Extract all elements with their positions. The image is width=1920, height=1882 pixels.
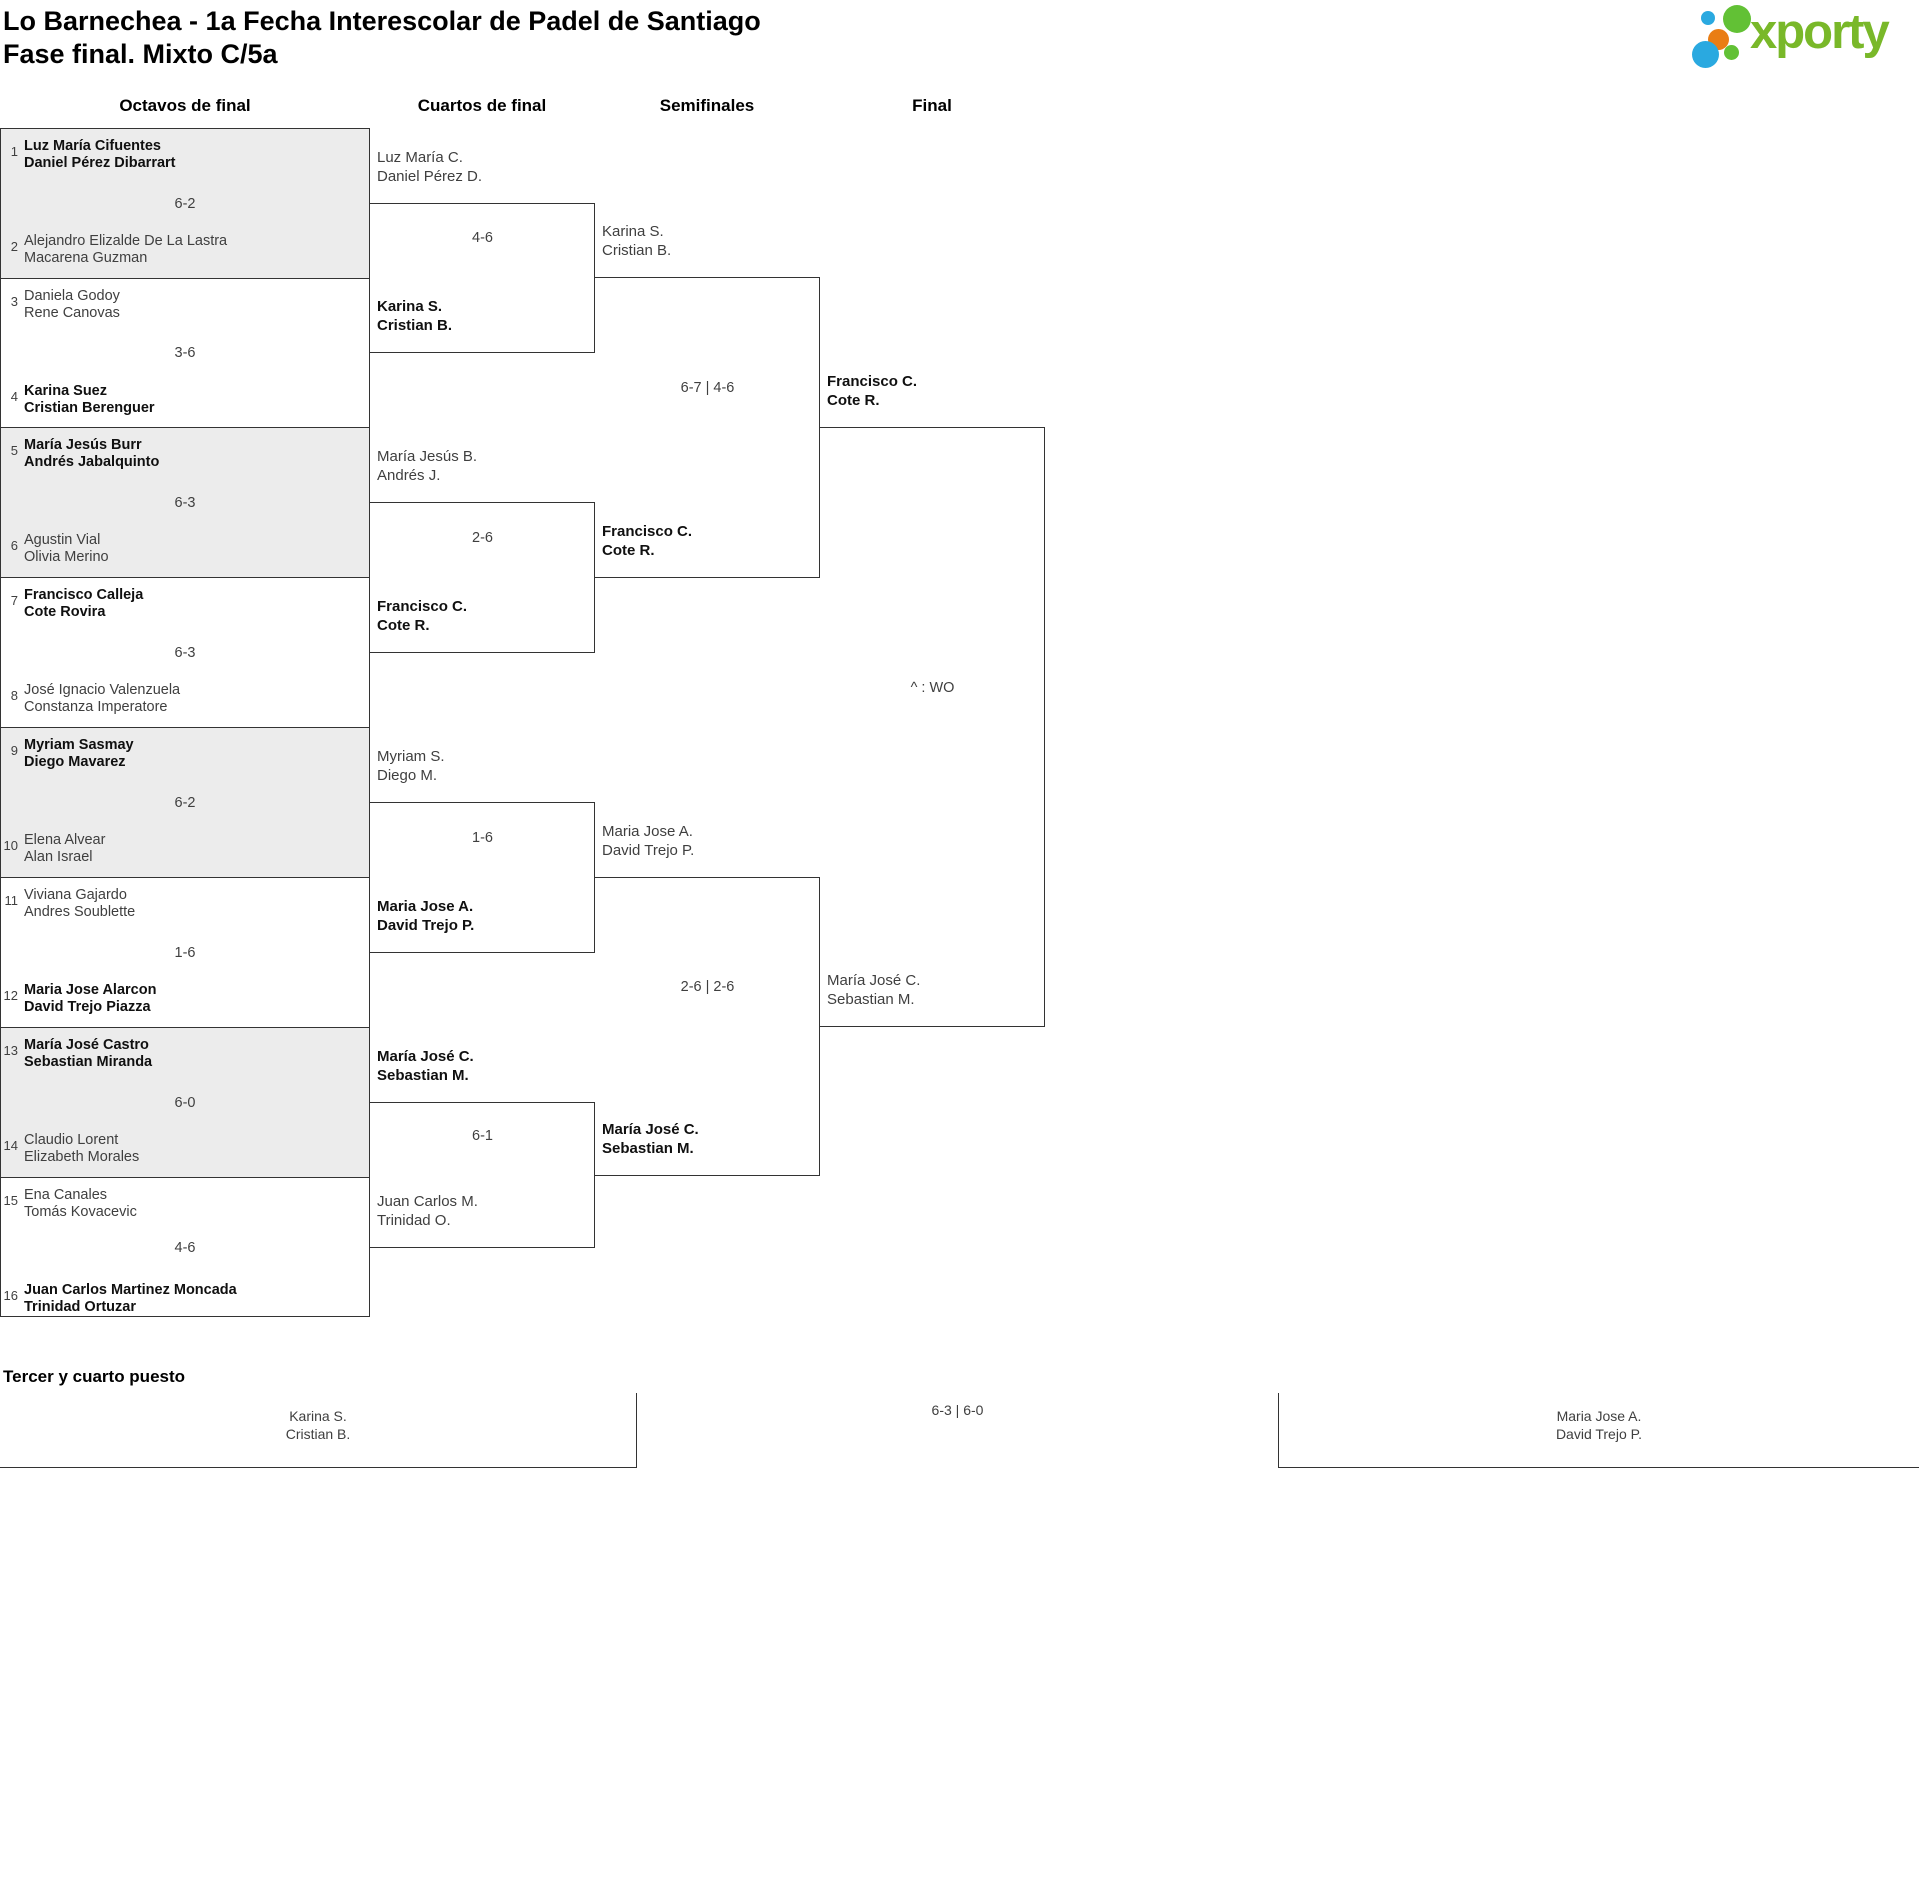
sf2-score: 2-6 | 2-6 xyxy=(680,979,735,995)
r16-match-5 xyxy=(1,728,369,878)
final-match-box xyxy=(820,427,1045,1027)
player-name: Diego M. xyxy=(377,767,438,784)
player-name: Karina S. xyxy=(377,298,443,315)
r16-match-2 xyxy=(1,279,369,428)
seed-number: 11 xyxy=(4,893,18,908)
qf4-score: 6-1 xyxy=(472,1128,493,1144)
match-score: 6-2 xyxy=(174,195,196,212)
qf3-team-b xyxy=(377,897,474,935)
player-name: Constanza Imperatore xyxy=(24,699,168,715)
r16-match-3 xyxy=(1,428,369,578)
match-score: 6-3 xyxy=(174,494,196,511)
player-name: Maria Jose A. xyxy=(1556,1408,1642,1424)
team-pair xyxy=(24,288,120,322)
sf2-team-b xyxy=(602,1120,699,1158)
player-name: Daniel Pérez Dibarrart xyxy=(24,155,176,171)
match-score: 6-2 xyxy=(174,794,196,811)
qf1-score: 4-6 xyxy=(472,230,493,246)
player-name: Karina S. xyxy=(602,223,664,240)
player-name: Andrés Jabalquinto xyxy=(24,454,160,470)
phase-category: Fase final. Mixto C/5a xyxy=(3,39,278,69)
player-name: Agustin Vial xyxy=(24,532,101,548)
team-pair xyxy=(24,437,159,471)
r16-match-8 xyxy=(1,1178,369,1317)
player-name: David Trejo P. xyxy=(602,842,695,859)
team-pair xyxy=(24,1037,152,1071)
player-name: María José C. xyxy=(602,1121,699,1138)
player-name: Luz María C. xyxy=(377,149,463,166)
qf2-score: 2-6 xyxy=(472,530,493,546)
seed-number: 4 xyxy=(10,389,18,404)
player-name: Sebastian Miranda xyxy=(24,1054,153,1070)
seed-number: 15 xyxy=(3,1193,18,1208)
logo-dot-icon xyxy=(1692,41,1719,68)
player-name: Andres Soublette xyxy=(24,904,136,920)
sf1-score: 6-7 | 4-6 xyxy=(680,380,735,396)
seed-number: 7 xyxy=(10,593,18,608)
r16-match-7 xyxy=(1,1028,369,1178)
seed-number: 5 xyxy=(10,443,18,458)
player-name: Olivia Merino xyxy=(24,549,109,565)
team-pair xyxy=(24,1282,237,1316)
team-pair xyxy=(24,1132,139,1166)
qf3-team-a xyxy=(377,747,445,785)
team-pair xyxy=(24,887,135,921)
final-score: ^ : WO xyxy=(910,680,955,696)
logo-dot-icon xyxy=(1723,5,1751,33)
player-name: José Ignacio Valenzuela xyxy=(24,682,181,698)
player-name: María José Castro xyxy=(24,1037,149,1053)
player-name: Maria Jose A. xyxy=(377,898,474,915)
player-name: Trinidad O. xyxy=(377,1212,451,1229)
third-place-team-a-cell xyxy=(0,1393,637,1468)
player-name: Maria Jose A. xyxy=(602,823,693,840)
seed-number: 3 xyxy=(10,294,18,309)
player-name: Ena Canales xyxy=(24,1187,108,1203)
third-place-score: 6-3 | 6-0 xyxy=(931,1402,984,1418)
player-name: María Jesús Burr xyxy=(24,437,142,453)
sf1-team-a xyxy=(602,222,671,260)
page-title xyxy=(3,5,761,71)
player-name: Cote R. xyxy=(602,542,655,559)
team-pair xyxy=(24,682,180,716)
round-header-cuartos: Cuartos de final xyxy=(417,96,547,115)
player-name: Daniel Pérez D. xyxy=(377,168,483,185)
team-pair xyxy=(24,737,134,771)
player-name: María José C. xyxy=(827,972,921,989)
player-name: Andrés J. xyxy=(377,467,441,484)
final-team-a xyxy=(827,372,917,410)
player-name: Cristian B. xyxy=(602,242,672,259)
xporty-logo[interactable] xyxy=(1690,4,1920,74)
team-pair xyxy=(24,532,109,566)
player-name: Alejandro Elizalde De La Lastra xyxy=(24,233,228,249)
player-name: Juan Carlos Martinez Moncada xyxy=(24,1282,237,1298)
player-name: Diego Mavarez xyxy=(24,754,126,770)
sf1-team-b xyxy=(602,522,692,560)
player-name: Sebastian M. xyxy=(602,1140,694,1157)
team-pair xyxy=(24,982,156,1016)
seed-number: 13 xyxy=(3,1043,18,1058)
player-name: Juan Carlos M. xyxy=(377,1193,478,1210)
player-name: Maria Jose Alarcon xyxy=(24,982,157,998)
player-name: Cote R. xyxy=(827,392,880,409)
player-name: Cote R. xyxy=(377,617,430,634)
player-name: María José C. xyxy=(377,1048,474,1065)
player-name: Cote Rovira xyxy=(24,604,106,620)
seed-number: 8 xyxy=(10,688,18,703)
player-name: Elizabeth Morales xyxy=(24,1149,140,1165)
player-name: Karina Suez xyxy=(24,383,107,399)
qf1-team-b xyxy=(377,297,452,335)
player-name: Luz María Cifuentes xyxy=(24,138,161,154)
logo-wordmark: xporty xyxy=(1750,5,1888,59)
player-name: Alan Israel xyxy=(24,849,93,865)
player-name: Sebastian M. xyxy=(377,1067,469,1084)
player-name: Myriam Sasmay xyxy=(24,737,134,753)
round-of-16-table xyxy=(0,128,370,1317)
player-name: Viviana Gajardo xyxy=(24,887,127,903)
player-name: Cristian Berenguer xyxy=(24,400,155,416)
player-name: Elena Alvear xyxy=(24,832,106,848)
r16-match-1 xyxy=(1,129,369,279)
player-name: Tomás Kovacevic xyxy=(24,1204,137,1220)
seed-number: 14 xyxy=(3,1138,18,1153)
player-name: Myriam S. xyxy=(377,748,445,765)
team-pair xyxy=(24,587,143,621)
match-score: 6-3 xyxy=(174,644,196,661)
qf4-team-b xyxy=(377,1192,478,1230)
player-name: María Jesús B. xyxy=(377,448,478,465)
player-name: Karina S. xyxy=(289,1408,347,1424)
team-pair xyxy=(24,138,176,172)
player-name: Francisco C. xyxy=(602,523,693,540)
seed-number: 2 xyxy=(10,239,18,254)
logo-dot-icon xyxy=(1701,11,1715,25)
team-pair xyxy=(24,832,105,866)
third-place-team-b-cell xyxy=(1278,1393,1919,1468)
team-pair xyxy=(24,233,227,267)
team-pair xyxy=(0,1407,636,1443)
r16-match-4 xyxy=(1,578,369,728)
player-name: Daniela Godoy xyxy=(24,288,120,304)
player-name: David Trejo Piazza xyxy=(24,999,151,1015)
round-header-final: Final xyxy=(912,96,952,115)
seed-number: 16 xyxy=(3,1288,18,1303)
third-place-title: Tercer y cuarto puesto xyxy=(3,1367,186,1386)
seed-number: 1 xyxy=(10,144,18,159)
qf2-team-a xyxy=(377,447,477,485)
final-team-b xyxy=(827,971,920,1009)
player-name: David Trejo P. xyxy=(1555,1426,1643,1442)
qf2-team-b xyxy=(377,597,467,635)
player-name: David Trejo P. xyxy=(377,917,475,934)
r16-match-6 xyxy=(1,878,369,1028)
team-pair xyxy=(1279,1407,1919,1443)
player-name: Sebastian M. xyxy=(827,991,915,1008)
seed-number: 6 xyxy=(10,538,18,553)
player-name: Francisco C. xyxy=(377,598,468,615)
player-name: Cristian B. xyxy=(285,1426,351,1442)
match-score: 3-6 xyxy=(174,345,196,361)
team-pair xyxy=(24,1187,137,1221)
sf2-team-a xyxy=(602,822,694,860)
tournament-name: Lo Barnechea - 1a Fecha Interescolar de Padel de Santiago xyxy=(3,6,761,36)
player-name: Cristian B. xyxy=(377,317,453,334)
player-name: Trinidad Ortuzar xyxy=(24,1299,136,1315)
qf1-team-a xyxy=(377,148,482,186)
player-name: Claudio Lorent xyxy=(24,1132,119,1148)
player-name: Francisco C. xyxy=(827,373,918,390)
round-header-octavos: Octavos de final xyxy=(119,96,251,115)
seed-number: 12 xyxy=(3,988,18,1003)
match-score: 4-6 xyxy=(174,1239,196,1256)
qf4-team-a xyxy=(377,1047,474,1085)
player-name: Rene Canovas xyxy=(24,305,120,321)
match-score: 6-0 xyxy=(174,1094,196,1111)
logo-dot-icon xyxy=(1724,45,1739,60)
player-name: Macarena Guzman xyxy=(24,250,148,266)
team-pair xyxy=(24,383,155,417)
player-name: Francisco Calleja xyxy=(24,587,144,603)
seed-number: 9 xyxy=(10,743,18,758)
qf3-score: 1-6 xyxy=(472,830,493,846)
match-score: 1-6 xyxy=(174,944,196,961)
seed-number: 10 xyxy=(3,838,18,853)
round-header-semifinal: Semifinales xyxy=(659,96,755,115)
